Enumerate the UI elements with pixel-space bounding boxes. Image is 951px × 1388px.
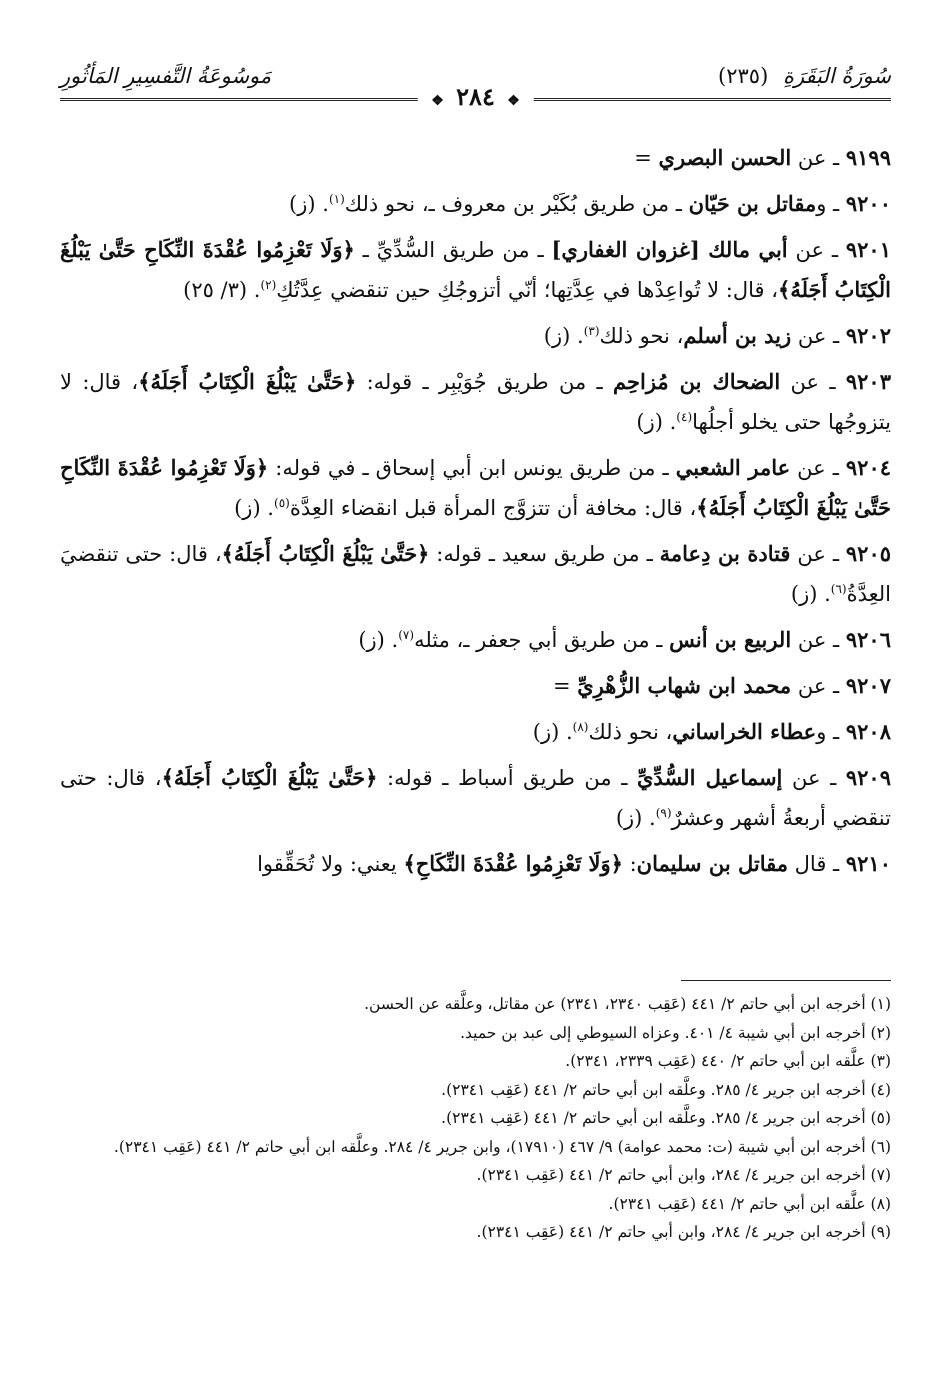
quran-verse: ﴿حَتَّىٰ يَبْلُغَ الْكِتَابُ أَجَلَهُ﴾: [161, 765, 378, 790]
entry: [60, 230, 891, 310]
main-text: [60, 138, 891, 890]
narrator-name: الربيع بن أنس: [669, 627, 792, 652]
entry-number: ٩٢٠٠: [845, 191, 891, 216]
entry-text: ـ و: [816, 192, 846, 216]
narrator-name: زيد بن أسلم: [683, 323, 792, 348]
footnote-ref: (٧): [398, 628, 415, 642]
entry-number: ٩١٩٩: [845, 145, 891, 170]
entry-text: ، قال: مخافة أن تتزوَّج المرأة قبل انقضاء العِدَّة: [289, 496, 697, 520]
entry-text: ، قال: حتى تنقضي أربعةُ أشهر وعشرٌ: [60, 766, 891, 830]
narrator-name: عامر الشعبي: [675, 455, 791, 480]
entry: [60, 758, 891, 838]
narrator-name: مقاتل بن حَيّان: [688, 191, 817, 216]
entry-text: . (ز): [543, 324, 584, 348]
entry-number: ٩٢٠٩: [845, 765, 891, 790]
entry-text: . (ز): [289, 192, 329, 216]
narrator-name: قتادة بن دِعامة: [659, 541, 791, 566]
page-number: ٢٨٤: [456, 82, 495, 111]
entry-number: ٩٢٠٨: [845, 719, 891, 744]
entry-text: ـ من طريق سعيد ـ قوله:: [429, 542, 660, 566]
entry-text: ـ من طريق أسباط ـ قوله:: [377, 766, 637, 790]
footnote-ref: (٥): [274, 496, 290, 510]
entry-text: ـ عن: [780, 370, 846, 394]
entry-text: :: [622, 852, 637, 876]
entry-text: ـ من طريق بُكَيْر بن معروف ـ، نحو ذلك: [344, 192, 689, 216]
entry-number: ٩٢١٠: [845, 851, 891, 876]
ayah-number: (٢٣٥): [718, 64, 769, 88]
entry-text: ـ عن: [791, 324, 846, 348]
narrator-name: الحسن البصري: [658, 145, 792, 170]
entry-text: . (ز): [615, 806, 656, 830]
footnotes: [60, 990, 891, 1247]
narrator-name: الضحاك بن مُزاحِم: [613, 369, 781, 394]
entry-text: ـ عن: [791, 146, 846, 170]
footnote: (٧) أخرجه ابن جرير ٤/ ٢٨٤، وابن أبي حاتم ٢/ ٤٤١ (عَقِب ٢٣٤١).: [476, 1166, 891, 1184]
footnote-separator: [681, 980, 891, 981]
entry-text: . (ز): [234, 496, 274, 520]
entry-text: ، قال: حتى تنقضيَ العِدَّةُ: [60, 542, 891, 606]
footnote-ref: (٩): [655, 806, 672, 820]
surah-name: سُورَةُ البَقَرَةِ: [782, 64, 891, 88]
ornament-icon: ❖: [507, 93, 520, 109]
quran-verse: ﴿حَتَّىٰ يَبْلُغَ الْكِتَابُ أَجَلَهُ﴾: [221, 541, 430, 566]
entry: [60, 712, 891, 752]
ornament-icon: ❖: [431, 93, 444, 109]
entry-text: . (ز): [790, 582, 831, 606]
page-number-block: [417, 82, 534, 111]
entry: [60, 620, 891, 660]
page-header: [60, 62, 891, 110]
entry: [60, 138, 891, 178]
entry-number: ٩٢٠١: [845, 237, 891, 262]
entry-text: ـ عن: [782, 766, 846, 790]
entry-text: =: [552, 674, 578, 698]
entry-text: ـ عن: [791, 628, 846, 652]
entry-number: ٩٢٠٦: [845, 627, 891, 652]
footnote-ref: (٦): [830, 582, 847, 596]
entry-number: ٩٢٠٥: [845, 541, 892, 566]
footnote: (٣) علَّقه ابن أبي حاتم ٢/ ٤٤٠ (عَقِب ٢٣٣٩، ٢٣٤١).: [565, 1052, 891, 1070]
entry: [60, 534, 891, 614]
entry-text: ـ و: [816, 720, 846, 744]
footnote-ref: (٣): [583, 324, 600, 338]
entry-text: ، قال: لا تُواعِدْها في عِدَّتِها؛ أنّي أتزوجُكِ حين تنقضي عِدَّتُكِ: [276, 278, 779, 302]
narrator-name: محمد ابن شهاب الزُّهْرِيِّ: [577, 673, 792, 698]
entry-text: ـ من طريق جُوَيْبِر ـ قوله:: [356, 370, 614, 394]
quran-verse: ﴿وَلَا تَعْزِمُوا عُقْدَةَ النِّكَاحِ﴾: [403, 851, 623, 876]
entry-text: =: [634, 146, 659, 170]
entry: [60, 362, 891, 442]
entry-text: ـ عن: [787, 238, 846, 262]
entry-text: . (ز): [532, 720, 573, 744]
entry-text: ـ عن: [790, 542, 846, 566]
quran-verse: ﴿حَتَّىٰ يَبْلُغَ الْكِتَابُ أَجَلَهُ﴾: [138, 369, 357, 394]
narrator-name: إسماعيل السُّدِّيِّ: [636, 765, 783, 790]
footnote: (٤) أخرجه ابن جرير ٤/ ٢٨٥. وعلَّقه ابن أبي حاتم ٢/ ٤٤١ (عَقِب ٢٣٤١).: [441, 1080, 891, 1099]
entry-text: ـ من طريق يونس ابن أبي إسحاق ـ في قوله:: [268, 456, 676, 480]
narrator-name: عطاء الخراساني: [672, 719, 817, 744]
book-title: مَوسُوعَةُ التَّفسِيرِ المَأثُورِ: [60, 64, 272, 88]
footnote: (٢) أخرجه ابن أبي شيبة ٤/ ٤٠١. وعزاه السيوطي إلى عبد بن حميد.: [460, 1023, 891, 1042]
entry-number: ٩٢٠٢: [845, 323, 891, 348]
entry-number: ٩٢٠٣: [845, 369, 891, 394]
quran-verse: ﴿وَلَا تَعْزِمُوا عُقْدَةَ النِّكَاحِ حَتَّىٰ يَبْلُغَ الْكِتَابُ أَجَلَهُ﴾: [60, 455, 891, 520]
entry: [60, 844, 891, 884]
entry-text: ، نحو ذلك: [599, 324, 684, 348]
footnote: (٨) علَّقه ابن أبي حاتم ٢/ ٤٤١ (عَقِب ٢٣٤١).: [608, 1194, 891, 1213]
footnote: (٦) أخرجه ابن أبي شيبة (ت: محمد عوامة) ٩/ ٤٦٧ (١٧٩١٠)، وابن جرير ٤/ ٢٨٤. وعلَّقه ابن أبي حاتم ٢/ ٤٤١ (عَقِب ٢٣٤١).: [113, 1137, 891, 1156]
surah-header: [718, 64, 891, 88]
entry-number: ٩٢٠٤: [845, 455, 892, 480]
entry-text: . (٣/ ٢٥): [183, 278, 261, 302]
entry-text: يعني: ولا تُحَقِّقوا: [257, 852, 404, 876]
entry-text: ـ من طريق السُّدِّيِّ ـ: [354, 238, 552, 262]
entry-text: ـ عن: [791, 674, 846, 698]
entry-text: ـ قال: [788, 852, 846, 876]
footnote: (٩) أخرجه ابن جرير ٤/ ٢٨٤، وابن أبي حاتم ٢/ ٤٤١ (عَقِب ٢٣٤١).: [476, 1223, 891, 1241]
entry: [60, 184, 891, 224]
footnote: (١) أخرجه ابن أبي حاتم ٢/ ٤٤١ (عَقِب ٢٣٤٠، ٢٣٤١) عن مقاتل، وعلَّقه عن الحسن.: [364, 995, 891, 1013]
quran-verse: ﴿وَلَا تَعْزِمُوا عُقْدَةَ النِّكَاحِ حَتَّىٰ يَبْلُغَ الْكِتَابُ أَجَلَهُ﴾: [60, 237, 891, 302]
narrator-name: أبي مالك [غزوان الغفاري]: [551, 237, 788, 262]
entry-text: ، نحو ذلك: [588, 720, 673, 744]
entry-text: ـ من طريق أبي جعفر ـ، مثله: [414, 628, 670, 652]
footnote-ref: (١): [328, 192, 345, 206]
entry-number: ٩٢٠٧: [845, 673, 891, 698]
narrator-name: مقاتل بن سليمان: [636, 851, 788, 876]
footnote-ref: (٢): [260, 278, 277, 292]
entry-text: ـ عن: [790, 456, 846, 480]
footnote-ref: (٤): [676, 410, 693, 424]
entry-text: . (ز): [358, 628, 399, 652]
entry-text: ، قال: لا يتزوجُها حتى يخلو أجلُها: [60, 370, 891, 434]
footnote-ref: (٨): [572, 720, 589, 734]
footnote: (٥) أخرجه ابن جرير ٤/ ٢٨٥. وعلَّقه ابن أبي حاتم ٢/ ٤٤١ (عَقِب ٢٣٤١).: [441, 1109, 891, 1127]
entry: [60, 666, 891, 706]
entry: [60, 448, 891, 528]
entry: [60, 316, 891, 356]
entry-text: . (ز): [636, 410, 677, 434]
